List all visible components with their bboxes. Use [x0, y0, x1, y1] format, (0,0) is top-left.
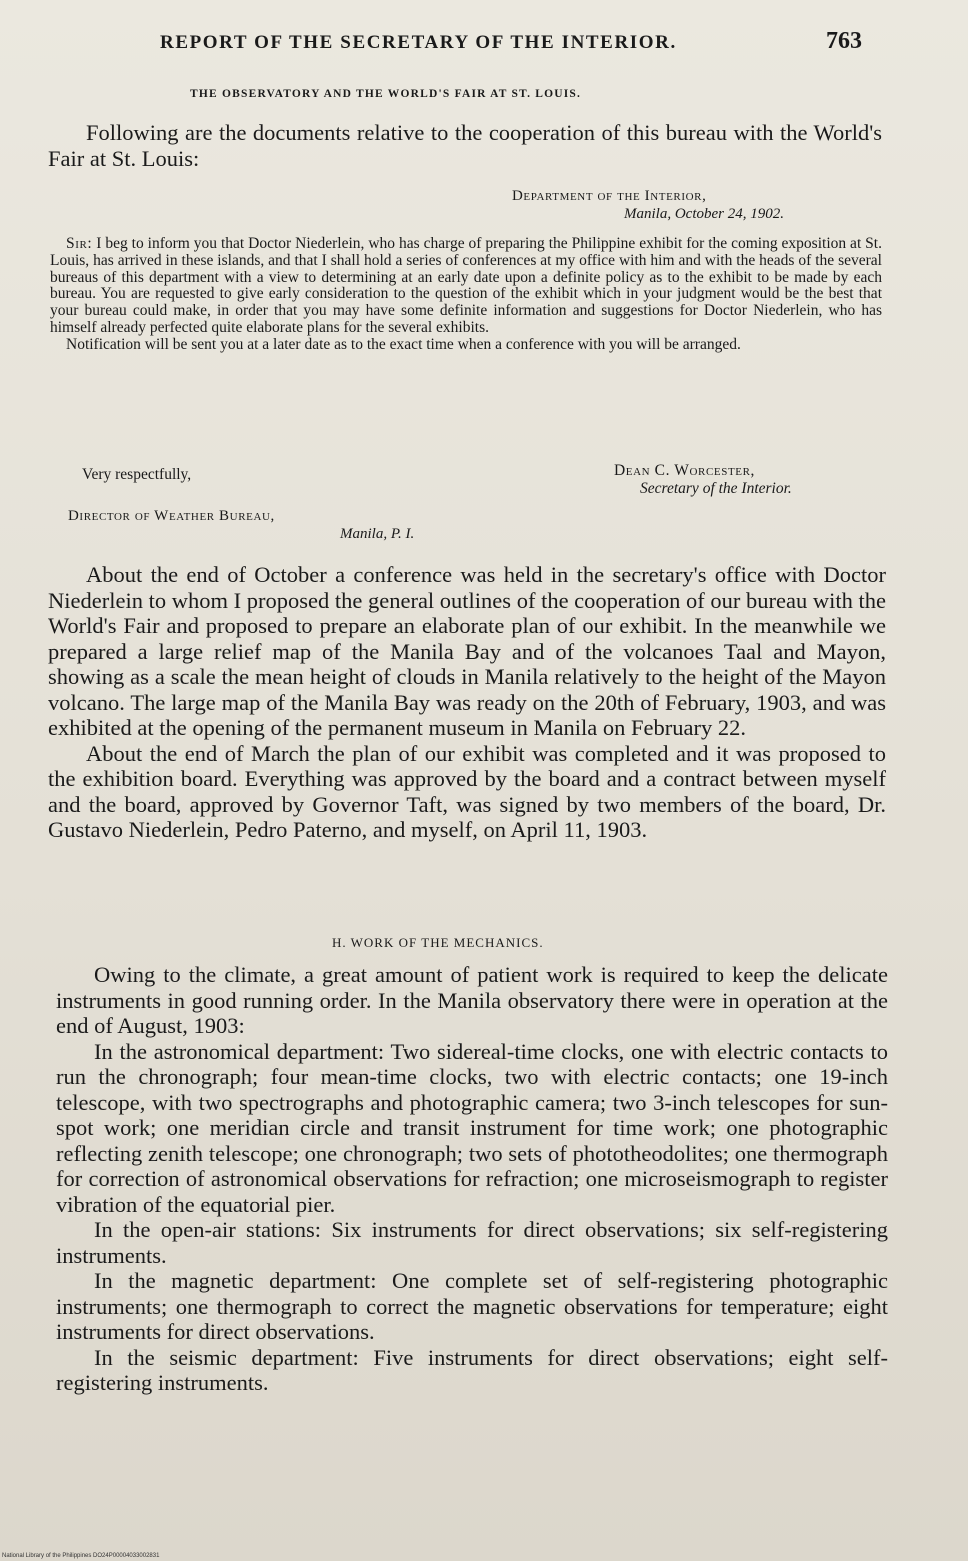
- mechanics-paragraph-1: Owing to the climate, a great amount of patient work is required to keep the delicate instruments in good running order. In the Manila observatory there were in operation at the end of August, 1903:: [56, 962, 888, 1038]
- letter-signature: Dean C. Worcester,: [614, 462, 756, 479]
- letter-addressee-place: Manila, P. I.: [340, 526, 415, 542]
- running-header: REPORT OF THE SECRETARY OF THE INTERIOR.: [160, 32, 677, 53]
- mechanics-block: [56, 962, 888, 1396]
- letter-signature-title: Secretary of the Interior.: [640, 480, 792, 497]
- page-number: 763: [826, 28, 862, 54]
- intro-paragraph: Following are the documents relative to the cooperation of this bureau with the World's Fair at St. Louis:: [48, 120, 882, 171]
- letter-from: Department of the Interior,: [512, 188, 707, 204]
- narrative-paragraph-1: About the end of October a conference was held in the secretary's office with Doctor Niederlein to whom I proposed the general outlines of the cooperation of our bureau with the World's Fair and proposed to prepare an elaborate plan of our exhibit. In the meanwhile we prepared a large relief map of the Manila Bay and of the volcanoes Taal and Mayon, showing as a scale the mean height of clouds in Manila relatively to the height of the Mayon volcano. The large map of the Manila Bay was ready on the 20th of February, 1903, and was exhibited at the opening of the permanent museum in Manila on February 22.: [48, 562, 886, 740]
- narrative-block: [48, 562, 886, 843]
- mechanics-paragraph-5: In the seismic department: Five instruments for direct observations; eight self-registering instruments.: [56, 1344, 888, 1395]
- letter-addressee: Director of Weather Bureau,: [68, 508, 275, 524]
- letter-body: [50, 236, 882, 354]
- section-heading: H. WORK OF THE MECHANICS.: [332, 935, 544, 950]
- mechanics-paragraph-3: In the open-air stations: Six instruments for direct observations; six self-registering instruments.: [56, 1217, 888, 1268]
- letter-salutation: Sir:: [66, 235, 93, 252]
- letter-closing: Very respectfully,: [82, 466, 192, 483]
- narrative-paragraph-2: About the end of March the plan of our exhibit was completed and it was proposed to the exhibition board. Everything was approved by the board and a contract between myself and the board, approved by Governor Taft, was signed by two members of the board, Dr. Gustavo Niederlein, Pedro Paterno, and myself, on April 11, 1903.: [48, 740, 886, 842]
- library-footer: National Library of the Philippines DO24P00004033002831: [2, 1553, 160, 1559]
- mechanics-paragraph-2: In the astronomical department: Two sidereal-time clocks, one with electric contacts to run the chronograph; four mean-time clocks, two with electric contacts; one 19-inch telescope, with two spectrographs and photographic camera; two 3-inch telescopes for sun-spot work; one meridian circle and transit instrument for time work; one photographic reflecting zenith telescope; one chronograph; two sets of phototheodolites; one thermograph for correction of astronomical observations for refraction; one microseismograph to register vibration of the equatorial pier.: [56, 1038, 888, 1217]
- letter-place-date: Manila, October 24, 1902.: [624, 206, 784, 222]
- intro-block: [48, 120, 882, 171]
- letter-body-text-1: I beg to inform you that Doctor Niederlein, who has charge of preparing the Philippine exhibit for the coming exposition at St. Louis, has arrived in these islands, and that I shall hold a series of conferences at my office with him and with the heads of the several bureaus of this department with a view to determining at an early date upon a definite policy as to the exhibit to be made by each bureau. You are requested to give early consideration to the question of the exhibit which in your judgment would be the best that your bureau could make, in order that you may have some definite information and suggestions for Doctor Niederlein, who has himself already perfected quite elaborate plans for the several exhibits.: [50, 235, 882, 336]
- letter-paragraph-1: [50, 236, 882, 337]
- letter-paragraph-2: Notification will be sent you at a later date as to the exact time when a conference with you will be arranged.: [66, 335, 741, 353]
- mechanics-paragraph-4: In the magnetic department: One complete set of self-registering photographic instruments; one thermograph to correct the magnetic observations for temperature; eight instruments for direct observations.: [56, 1268, 888, 1344]
- section-subtitle: THE OBSERVATORY AND THE WORLD'S FAIR AT ST. LOUIS.: [190, 88, 582, 100]
